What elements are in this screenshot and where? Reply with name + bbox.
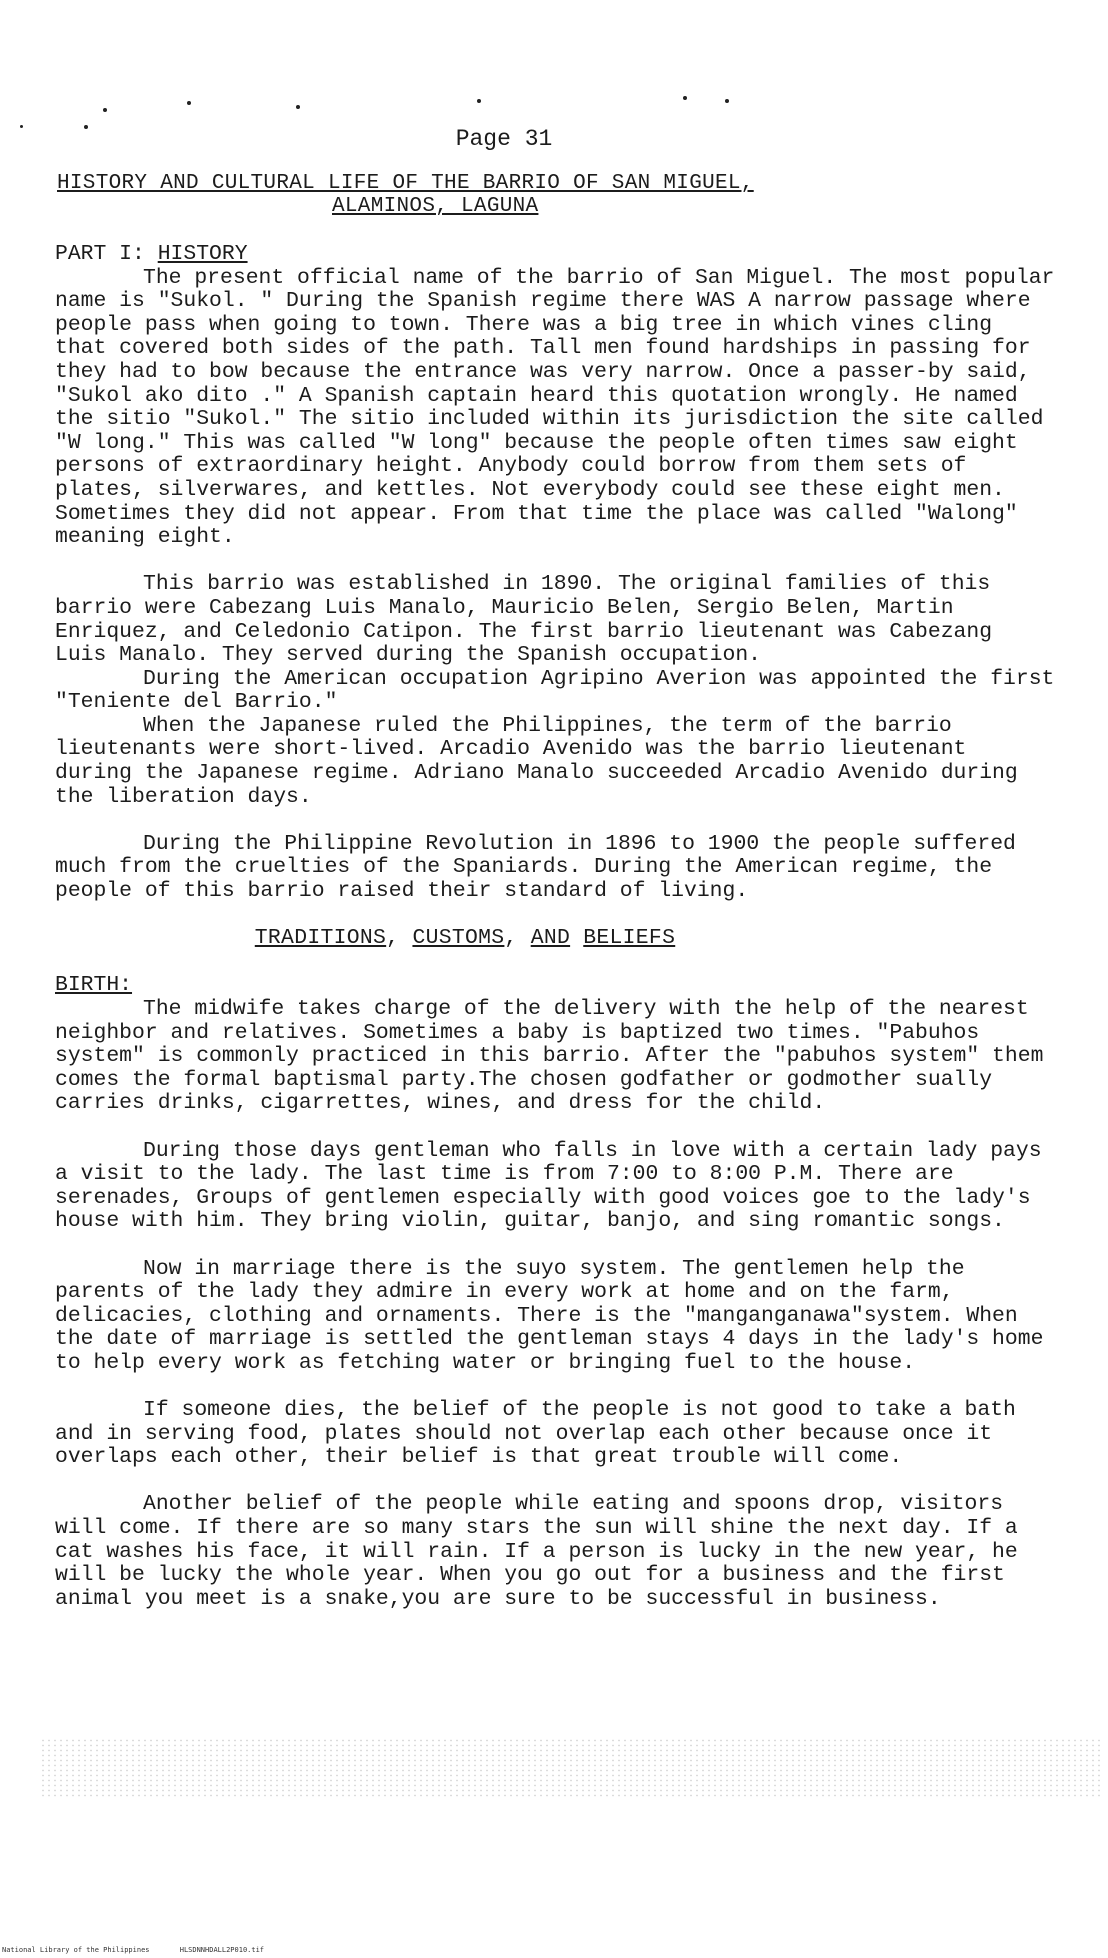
history-paragraph-4: When the Japanese ruled the Philippines, the term of the barrio lieutenants were short-lived. Arcadio Avenido was the barrio lieutenant during the Japanese regime. Adriano Manalo succeeded Arcadio Avenido during the liberation days. — [55, 713, 1018, 809]
title-line-1: HISTORY AND CULTURAL LIFE OF THE BARRIO OF SAN MIGUEL, — [57, 172, 754, 195]
document-title — [57, 172, 877, 218]
scan-speck — [187, 101, 191, 105]
scan-speck — [725, 99, 729, 103]
heading-word-traditions: TRADITIONS — [254, 926, 387, 951]
title-line-2: ALAMINOS, LAGUNA — [332, 195, 539, 218]
history-paragraph-3: During the American occupation Agripino Averion was appointed the first "Teniente del Barrio." — [55, 666, 1055, 715]
tradition-paragraph-1: The midwife takes charge of the delivery with the help of the nearest neighbor and relatives. Sometimes a baby is baptized two times. "Pabuhos system" is commonly practiced in this barrio. After the "pabuhos system" them comes the formal baptismal party.The chosen godfather or godmother sually carries drinks, cigarrettes, wines, and dress for the child. — [55, 997, 1044, 1116]
scan-speck — [477, 99, 481, 103]
history-paragraph-1: The present official name of the barrio of San Miguel. The most popular name is "Sukol. " During the Spanish regime there WAS A narrow passage where people pass when going to town. There was a big tree in which vines cling that covered both sides of the path. Tall men found hardships in passing for they had to bow because the entrance was very narrow. Once a passer-by said, "Sukol ako dito ." A Spanish captain heard this quotation wrongly. He named the sitio "Sukol." The sitio included within its jurisdiction the site called "W long." This was called "W long" because the people often times saw eight persons of extraordinary height. Anybody could borrow from them sets of plates, silverwares, and kettles. Not everybody could see these eight men. Sometimes they did not appear. From that time the place was called "Walong" meaning eight. — [55, 265, 1055, 550]
part-label-prefix: PART I: — [55, 242, 158, 266]
heading-word-and: AND — [530, 926, 571, 951]
heading-word-customs: CUSTOMS — [412, 926, 505, 951]
page-number: Page 31 — [455, 126, 553, 152]
birth-label: BIRTH: — [55, 973, 133, 998]
history-paragraph-2: This barrio was established in 1890. The original families of this barrio were Cabezang Luis Manalo, Mauricio Belen, Sergio Belen, Martin Enriquez, and Celedonio Catipon. The first barrio lieutenant was Cabezang Luis Manalo. They served during the Spanish occupation. — [55, 572, 993, 668]
part-label-history: HISTORY — [157, 242, 248, 266]
heading-sep: , — [504, 926, 531, 951]
heading-sep — [570, 926, 583, 950]
scan-speck — [683, 96, 687, 100]
scan-noise — [40, 1738, 1100, 1798]
section-heading — [55, 927, 875, 951]
tradition-paragraph-3: Now in marriage there is the suyo system. The gentlemen help the parents of the lady they admire in every work at home and on the farm, delicacies, clothing and ornaments. There is the "manganganawa"system. When the date of marriage is settled the gentleman stays 4 days in the lady's home to help every work as fetching water or bringing fuel to the house. — [55, 1256, 1044, 1375]
heading-word-beliefs: BELIEFS — [583, 926, 676, 951]
scan-speck — [103, 108, 107, 112]
part-label — [55, 243, 1055, 267]
tradition-paragraph-5: Another belief of the people while eating and spoons drop, visitors will come. If there are so many stars the sun will shine the next day. If a cat washes his face, it will rain. If a person is lucky in the new year, he will be lucky the whole year. When you go out for a business and the first animal you meet is a snake,you are sure to be successful in business. — [55, 1492, 1018, 1611]
footer-library: National Library of the Philippines — [2, 1946, 150, 1954]
history-paragraph-5: During the Philippine Revolution in 1896 to 1900 the people suffered much from the cruelties of the Spaniards. During the American regime, the people of this barrio raised their standard of living. — [55, 831, 1016, 904]
document-body — [55, 243, 1055, 1611]
tradition-paragraph-4: If someone dies, the belief of the people is not good to take a bath and in serving food, plates should not overlap each other because once it overlaps each other, their belief is that great trouble will come. — [55, 1398, 1016, 1470]
tradition-paragraph-2: During those days gentleman who falls in love with a certain lady pays a visit to the lady. The last time is from 7:00 to 8:00 P.M. There are serenades, Groups of gentlemen especially with good voices goe to the lady's house with him. They bring violin, guitar, banjo, and sing romantic songs. — [55, 1138, 1042, 1234]
scan-footer — [2, 1946, 290, 1954]
heading-sep: , — [386, 926, 413, 951]
footer-file-id: HLSDNNHDALL2P010.tif — [179, 1946, 265, 1954]
scan-speck — [296, 105, 300, 109]
